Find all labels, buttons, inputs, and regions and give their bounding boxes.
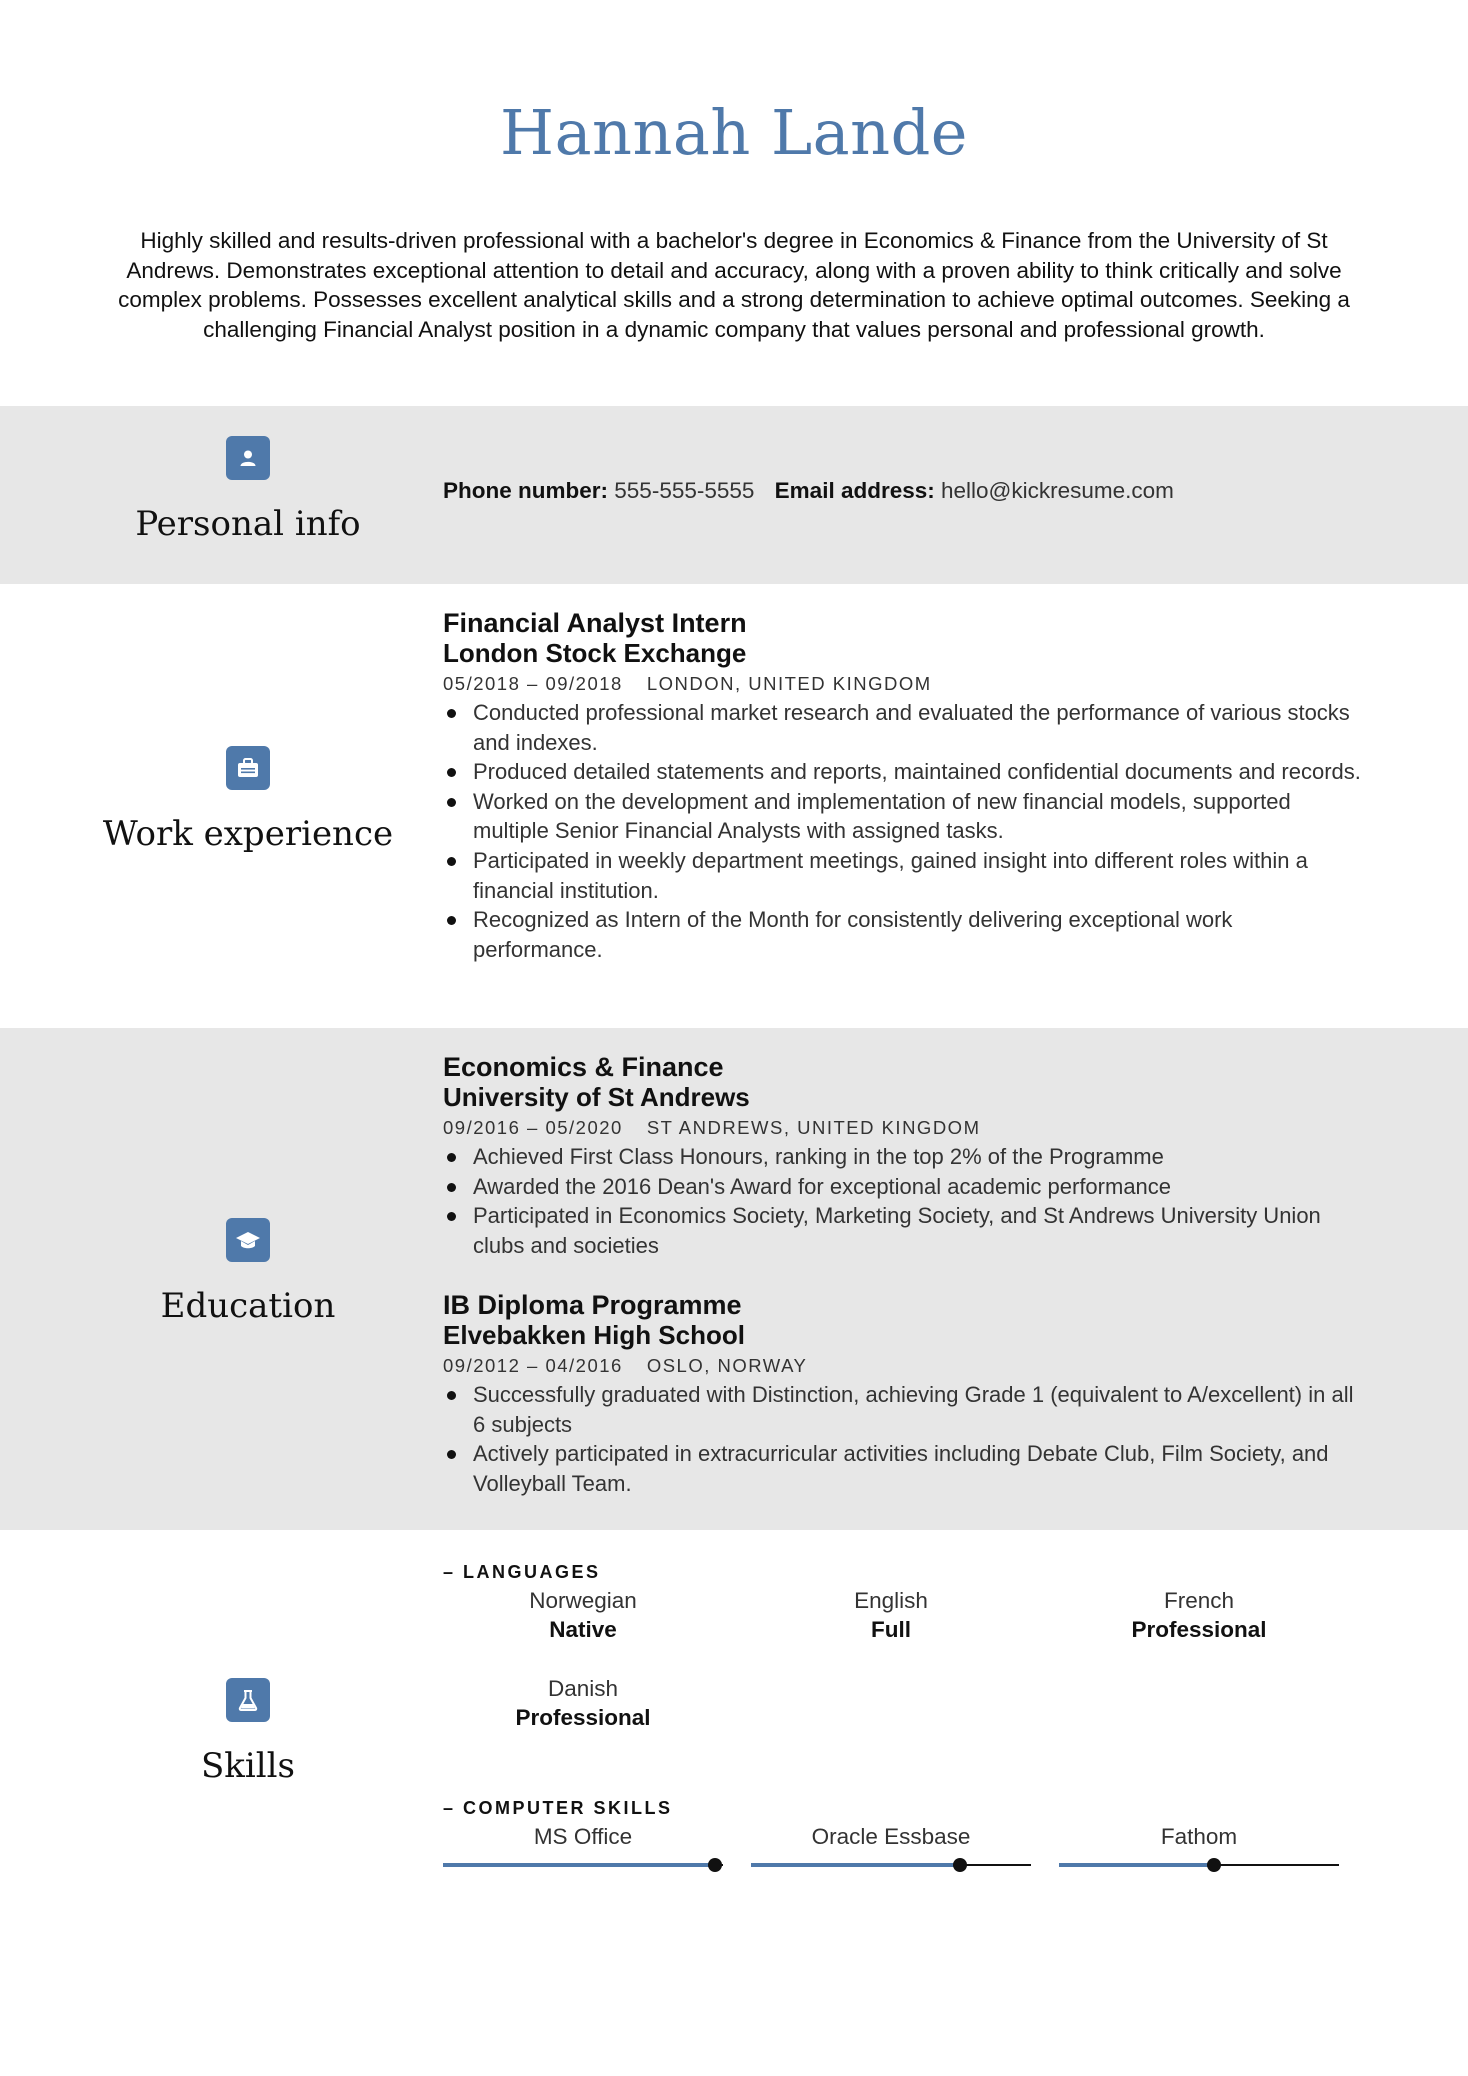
computer-skills-block xyxy=(443,1798,1363,1888)
list-item: Participated in Economics Society, Marketing Society, and St Andrews University Union clubs and societies xyxy=(473,1201,1363,1260)
skill-level-knob xyxy=(953,1858,967,1872)
phone-label: Phone number: xyxy=(443,478,609,503)
education-meta xyxy=(443,1352,1363,1380)
language-name: English xyxy=(854,1588,928,1613)
list-item: Conducted professional market research and evaluated the performance of various stocks and indexes. xyxy=(473,698,1363,757)
skill-level-knob xyxy=(708,1858,722,1872)
education-entry xyxy=(443,1290,1363,1498)
language-name: French xyxy=(1163,1588,1235,1613)
computer-skills-heading: – COMPUTER SKILLS xyxy=(443,1798,673,1818)
job-dates: 05/2018 – 09/2018 xyxy=(443,673,623,694)
education-bullets xyxy=(443,1380,1363,1498)
list-item: Produced detailed statements and reports, maintained confidential documents and records. xyxy=(473,757,1363,787)
profile-summary: Highly skilled and results-driven professional with a bachelor's degree in Economics & Finance from the University of St Andrews. Demonstrates exceptional attention to detail and accuracy, along with a proven ability to think critically and solve complex problems. Possesses excellent analytical skills and a strong determination to achieve optimal outcomes. Seeking a challenging Financial Analyst position in a dynamic company that values personal and professional growth. xyxy=(118,228,1350,342)
employer: London Stock Exchange xyxy=(443,638,747,668)
flask-icon xyxy=(226,1678,270,1722)
phone-value: 555-555-5555 xyxy=(614,478,755,503)
personal-info-section xyxy=(0,406,1468,584)
languages-block xyxy=(443,1562,1363,1762)
list-item: Awarded the 2016 Dean's Award for exceptional academic performance xyxy=(473,1172,1363,1202)
personal-info-heading xyxy=(0,436,496,544)
education-meta xyxy=(443,1114,1363,1142)
contact-line xyxy=(443,478,1363,504)
degree-title: Economics & Finance xyxy=(443,1052,724,1082)
languages-heading: – LANGUAGES xyxy=(443,1562,601,1582)
person-icon xyxy=(226,436,270,480)
degree-title: IB Diploma Programme xyxy=(443,1290,742,1320)
skill-item xyxy=(443,1822,723,1851)
list-item: Successfully graduated with Distinction, achieving Grade 1 (equivalent to A/excellent) in all 6 subjects xyxy=(473,1380,1363,1439)
language-level: Native xyxy=(549,1617,617,1642)
skill-name: MS Office xyxy=(533,1824,633,1849)
skill-name: Oracle Essbase xyxy=(811,1824,971,1849)
education-location: ST ANDREWS, UNITED KINGDOM xyxy=(646,1117,981,1138)
skill-name: Fathom xyxy=(1160,1824,1238,1849)
job-meta xyxy=(443,670,1363,698)
work-entry xyxy=(443,608,1363,964)
school-name: Elvebakken High School xyxy=(443,1320,745,1350)
education-heading xyxy=(0,1218,496,1326)
skills-heading xyxy=(0,1678,496,1786)
list-item: Recognized as Intern of the Month for consistently delivering exceptional work performance. xyxy=(473,905,1363,964)
language-item xyxy=(443,1674,723,1732)
skill-level-knob xyxy=(1207,1858,1221,1872)
language-level: Full xyxy=(871,1617,911,1642)
language-level: Professional xyxy=(515,1705,651,1730)
graduation-cap-icon xyxy=(226,1218,270,1262)
section-title: Personal info xyxy=(135,504,361,544)
section-title: Education xyxy=(160,1286,336,1326)
list-item: Achieved First Class Honours, ranking in the top 2% of the Programme xyxy=(473,1142,1363,1172)
language-level: Professional xyxy=(1131,1617,1267,1642)
education-entry xyxy=(443,1052,1363,1260)
education-bullets xyxy=(443,1142,1363,1260)
language-name: Danish xyxy=(547,1676,619,1701)
job-location: LONDON, UNITED KINGDOM xyxy=(646,673,932,694)
skill-item xyxy=(751,1822,1031,1851)
briefcase-icon xyxy=(226,746,270,790)
candidate-name: Hannah Lande xyxy=(500,96,968,169)
skills-section xyxy=(0,1530,1468,1930)
language-item xyxy=(443,1586,723,1644)
email-label: Email address: xyxy=(774,478,935,503)
work-experience-heading xyxy=(0,746,496,854)
education-dates: 09/2016 – 05/2020 xyxy=(443,1117,623,1138)
email-value: hello@kickresume.com xyxy=(941,478,1174,503)
job-title: Financial Analyst Intern xyxy=(443,608,747,638)
language-name: Norwegian xyxy=(529,1588,637,1613)
skill-level-fill xyxy=(1059,1863,1214,1867)
skill-item xyxy=(1059,1822,1339,1851)
education-location: OSLO, NORWAY xyxy=(646,1355,808,1376)
language-item xyxy=(751,1586,1031,1644)
language-item xyxy=(1059,1586,1339,1644)
education-section xyxy=(0,1028,1468,1530)
list-item: Participated in weekly department meetings, gained insight into different roles within a financial institution. xyxy=(473,846,1363,905)
list-item: Worked on the development and implementation of new financial models, supported multiple Senior Financial Analysts with assigned tasks. xyxy=(473,787,1363,846)
work-experience-section xyxy=(0,584,1468,1028)
skill-level-fill xyxy=(443,1863,715,1867)
section-title: Skills xyxy=(201,1746,295,1786)
list-item: Actively participated in extracurricular activities including Debate Club, Film Society, and Volleyball Team. xyxy=(473,1439,1363,1498)
section-title: Work experience xyxy=(102,814,394,854)
education-dates: 09/2012 – 04/2016 xyxy=(443,1355,623,1376)
school-name: University of St Andrews xyxy=(443,1082,750,1112)
job-bullets xyxy=(443,698,1363,964)
skill-level-fill xyxy=(751,1863,960,1867)
